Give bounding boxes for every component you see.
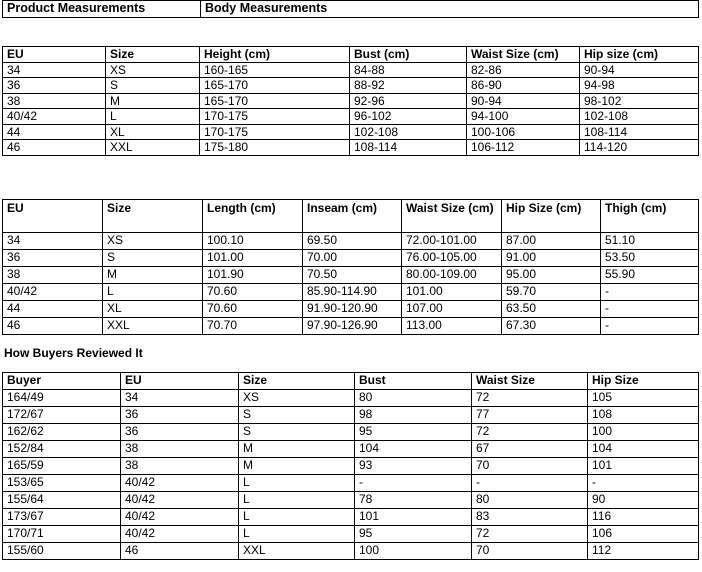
table-cell: 113.00 <box>402 318 502 335</box>
table-cell: 72 <box>472 526 588 543</box>
table-cell: - <box>601 301 699 318</box>
table-cell: M <box>239 458 355 475</box>
table-cell: 40/42 <box>121 475 239 492</box>
table-cell: 40/42 <box>121 509 239 526</box>
table-cell: 34 <box>3 62 106 78</box>
product-chart-column-header: Waist Size (cm) <box>402 200 502 233</box>
table-row <box>3 441 699 458</box>
table-cell: 170-175 <box>200 124 350 140</box>
product-chart-column-header: Size <box>103 200 203 233</box>
table-cell: 106-112 <box>467 140 580 156</box>
table-cell: 87.00 <box>502 233 601 250</box>
table-cell: - <box>601 284 699 301</box>
reviews-column-header: Buyer <box>3 373 121 390</box>
table-cell: 100.10 <box>203 233 303 250</box>
table-cell: 91.00 <box>502 250 601 267</box>
table-cell: 85.90-114.90 <box>303 284 402 301</box>
table-cell: - <box>588 475 699 492</box>
table-cell: 76.00-105.00 <box>402 250 502 267</box>
table-cell: 83 <box>472 509 588 526</box>
size-chart-column-header: Waist Size (cm) <box>467 47 580 63</box>
table-cell: 72 <box>472 390 588 407</box>
body-measurements-label: Body Measurements <box>201 1 699 18</box>
table-cell: 44 <box>3 124 106 140</box>
table-cell: 77 <box>472 407 588 424</box>
table-cell: 97.90-126.90 <box>303 318 402 335</box>
table-row <box>3 124 699 140</box>
table-row <box>3 233 699 250</box>
table-cell: 155/60 <box>3 543 121 560</box>
table-cell: 69.50 <box>303 233 402 250</box>
table-cell: 36 <box>3 78 106 94</box>
table-cell: 40/42 <box>121 526 239 543</box>
table-cell: 82-86 <box>467 62 580 78</box>
table-cell: 38 <box>121 441 239 458</box>
reviews-column-header: Hip Size <box>588 373 699 390</box>
table-row <box>3 62 699 78</box>
table-cell: 80 <box>355 390 472 407</box>
size-chart-table <box>2 46 699 156</box>
table-cell: 107.00 <box>402 301 502 318</box>
product-chart-column-header: Thigh (cm) <box>601 200 699 233</box>
product-chart-header-row <box>3 200 699 233</box>
table-cell: 70.50 <box>303 267 402 284</box>
table-cell: L <box>103 284 203 301</box>
table-cell: S <box>106 78 200 94</box>
table-cell: 95.00 <box>502 267 601 284</box>
table-cell: S <box>103 250 203 267</box>
table-cell: 46 <box>121 543 239 560</box>
table-row <box>3 318 699 335</box>
table-cell: 104 <box>588 441 699 458</box>
size-chart-column-header: EU <box>3 47 106 63</box>
table-cell: 165-170 <box>200 93 350 109</box>
table-cell: 95 <box>355 424 472 441</box>
table-row <box>3 250 699 267</box>
table-row <box>3 390 699 407</box>
table-cell: 173/67 <box>3 509 121 526</box>
table-cell: 165-170 <box>200 78 350 94</box>
table-cell: 92-96 <box>350 93 467 109</box>
table-cell: L <box>239 509 355 526</box>
table-cell: 40/42 <box>121 492 239 509</box>
table-cell: XXL <box>106 140 200 156</box>
table-cell: 102-108 <box>350 124 467 140</box>
table-cell: 100 <box>588 424 699 441</box>
table-cell: 34 <box>121 390 239 407</box>
table-cell: 172/67 <box>3 407 121 424</box>
table-cell: 67 <box>472 441 588 458</box>
table-cell: 86-90 <box>467 78 580 94</box>
table-row <box>3 509 699 526</box>
reviews-table <box>2 372 699 560</box>
table-cell: 98-102 <box>580 93 699 109</box>
table-cell: 55.90 <box>601 267 699 284</box>
header-row <box>3 1 699 18</box>
table-cell: 63.50 <box>502 301 601 318</box>
table-cell: 88-92 <box>350 78 467 94</box>
table-cell: 108 <box>588 407 699 424</box>
reviews-column-header: Waist Size <box>472 373 588 390</box>
size-chart-header-row <box>3 47 699 63</box>
table-cell: 106 <box>588 526 699 543</box>
table-row <box>3 78 699 94</box>
table-cell: XL <box>106 124 200 140</box>
table-cell: 93 <box>355 458 472 475</box>
table-cell: XS <box>103 233 203 250</box>
table-row <box>3 407 699 424</box>
table-cell: 70.00 <box>303 250 402 267</box>
table-cell: 44 <box>3 301 103 318</box>
table-cell: 70.60 <box>203 284 303 301</box>
table-cell: 51.10 <box>601 233 699 250</box>
table-cell: 164/49 <box>3 390 121 407</box>
table-cell: 102-108 <box>580 109 699 125</box>
table-cell: 94-98 <box>580 78 699 94</box>
table-row <box>3 140 699 156</box>
table-cell: 105 <box>588 390 699 407</box>
table-cell: 80.00-109.00 <box>402 267 502 284</box>
table-cell: 165/59 <box>3 458 121 475</box>
table-cell: 38 <box>3 267 103 284</box>
size-chart-column-header: Size <box>106 47 200 63</box>
table-cell: 34 <box>3 233 103 250</box>
table-cell: 116 <box>588 509 699 526</box>
table-cell: M <box>103 267 203 284</box>
product-measurements-label: Product Measurements <box>3 1 201 18</box>
table-cell: 67.30 <box>502 318 601 335</box>
measurements-header-table <box>2 0 699 18</box>
table-cell: S <box>239 424 355 441</box>
product-chart-column-header: EU <box>3 200 103 233</box>
table-cell: XXL <box>239 543 355 560</box>
table-cell: 59.70 <box>502 284 601 301</box>
table-cell: - <box>355 475 472 492</box>
table-cell: 152/84 <box>3 441 121 458</box>
table-cell: 101 <box>588 458 699 475</box>
table-cell: 91.90-120.90 <box>303 301 402 318</box>
table-cell: 78 <box>355 492 472 509</box>
table-cell: 101 <box>355 509 472 526</box>
table-row <box>3 475 699 492</box>
table-cell: 175-180 <box>200 140 350 156</box>
table-cell: 160-165 <box>200 62 350 78</box>
table-cell: XL <box>103 301 203 318</box>
table-row <box>3 424 699 441</box>
table-cell: 98 <box>355 407 472 424</box>
table-cell: XS <box>239 390 355 407</box>
product-chart-column-header: Length (cm) <box>203 200 303 233</box>
table-cell: 170/71 <box>3 526 121 543</box>
table-cell: 84-88 <box>350 62 467 78</box>
table-cell: 46 <box>3 318 103 335</box>
table-row <box>3 93 699 109</box>
table-cell: 36 <box>3 250 103 267</box>
table-cell: 38 <box>3 93 106 109</box>
table-cell: 104 <box>355 441 472 458</box>
table-cell: M <box>239 441 355 458</box>
table-row <box>3 267 699 284</box>
table-cell: - <box>601 318 699 335</box>
table-cell: 94-100 <box>467 109 580 125</box>
table-cell: XXL <box>103 318 203 335</box>
table-cell: 95 <box>355 526 472 543</box>
size-chart-column-header: Bust (cm) <box>350 47 467 63</box>
table-cell: L <box>239 492 355 509</box>
table-cell: 70.70 <box>203 318 303 335</box>
product-chart-table <box>2 199 699 335</box>
table-cell: 80 <box>472 492 588 509</box>
size-chart-column-header: Height (cm) <box>200 47 350 63</box>
table-cell: XS <box>106 62 200 78</box>
table-cell: 100 <box>355 543 472 560</box>
table-cell: 40/42 <box>3 109 106 125</box>
table-row <box>3 458 699 475</box>
table-cell: 108-114 <box>580 124 699 140</box>
table-cell: 170-175 <box>200 109 350 125</box>
table-cell: - <box>472 475 588 492</box>
table-cell: L <box>106 109 200 125</box>
table-cell: 70.60 <box>203 301 303 318</box>
table-cell: 38 <box>121 458 239 475</box>
table-cell: 90-94 <box>580 62 699 78</box>
table-cell: 36 <box>121 424 239 441</box>
table-cell: 70 <box>472 543 588 560</box>
table-row <box>3 284 699 301</box>
table-row <box>3 543 699 560</box>
product-chart-column-header: Inseam (cm) <box>303 200 402 233</box>
reviews-column-header: EU <box>121 373 239 390</box>
table-cell: 70 <box>472 458 588 475</box>
table-cell: 72 <box>472 424 588 441</box>
table-cell: 90-94 <box>467 93 580 109</box>
table-row <box>3 301 699 318</box>
table-cell: 153/65 <box>3 475 121 492</box>
table-cell: 112 <box>588 543 699 560</box>
table-cell: 72.00-101.00 <box>402 233 502 250</box>
size-chart-column-header: Hip size (cm) <box>580 47 699 63</box>
table-cell: L <box>239 475 355 492</box>
table-cell: 101.90 <box>203 267 303 284</box>
table-cell: 162/62 <box>3 424 121 441</box>
size-chart-body <box>3 62 699 155</box>
table-cell: M <box>106 93 200 109</box>
table-cell: 46 <box>3 140 106 156</box>
reviews-heading: How Buyers Reviewed It <box>4 346 143 360</box>
reviews-body <box>3 390 699 560</box>
table-cell: 40/42 <box>3 284 103 301</box>
table-cell: 96-102 <box>350 109 467 125</box>
table-cell: 101.00 <box>402 284 502 301</box>
table-cell: 53.50 <box>601 250 699 267</box>
reviews-column-header: Size <box>239 373 355 390</box>
table-cell: 101.00 <box>203 250 303 267</box>
table-cell: 155/64 <box>3 492 121 509</box>
product-chart-body <box>3 233 699 335</box>
table-cell: L <box>239 526 355 543</box>
table-cell: 108-114 <box>350 140 467 156</box>
table-row <box>3 526 699 543</box>
table-cell: S <box>239 407 355 424</box>
table-cell: 36 <box>121 407 239 424</box>
product-chart-column-header: Hip Size (cm) <box>502 200 601 233</box>
table-cell: 90 <box>588 492 699 509</box>
table-row <box>3 492 699 509</box>
table-row <box>3 109 699 125</box>
reviews-header-row <box>3 373 699 390</box>
table-cell: 114-120 <box>580 140 699 156</box>
table-cell: 100-106 <box>467 124 580 140</box>
reviews-column-header: Bust <box>355 373 472 390</box>
